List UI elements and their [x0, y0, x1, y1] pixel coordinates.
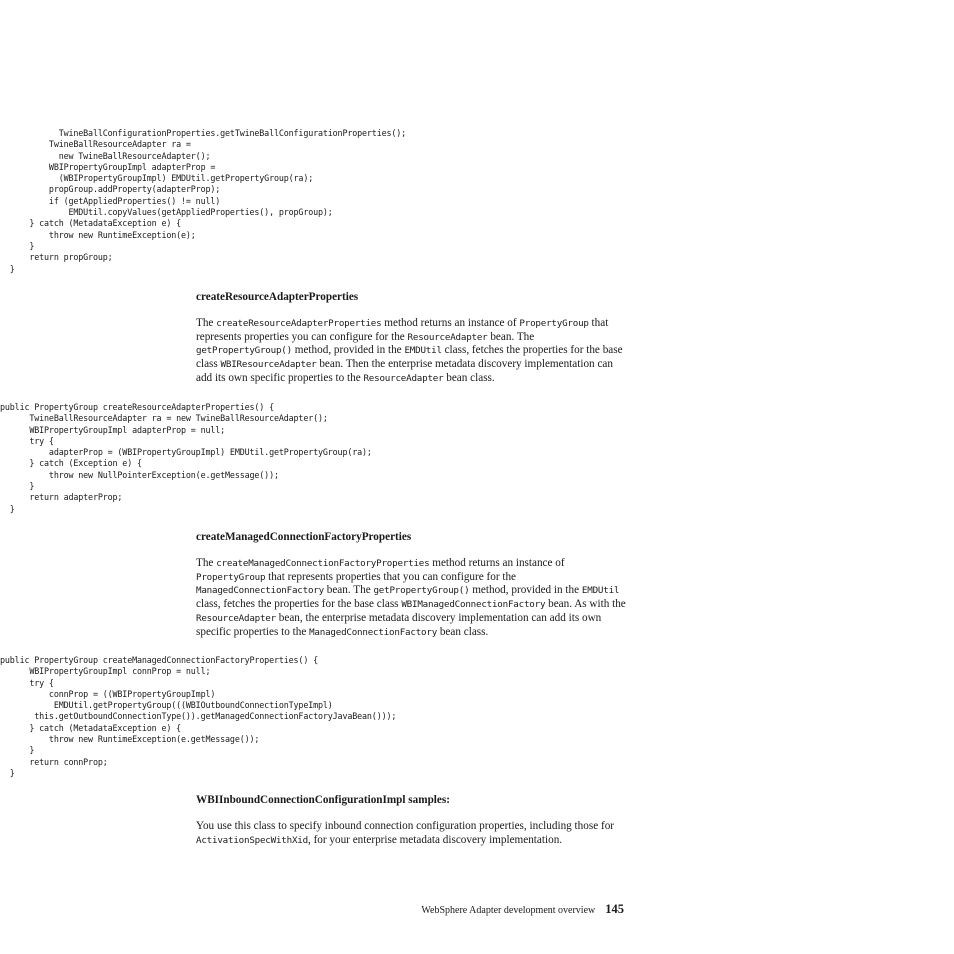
code-block-prop-group: TwineBallConfigurationProperties.getTwineBallConfigurationProperties(); TwineBallResourceAdapter ra = new TwineBallResourceAdapter(); WBIPropertyGroupImpl adapterProp = (WBIPropertyGroupImpl) EMDUtil.getPropertyGroup(ra); propGroup.addProperty(adapterProp); if (getAppliedProperties() != null) EMDUtil.copyValues(getAppliedProperties(), propGroup); } catch (MetadataException e) { throw new RuntimeException(e); } return propGroup; } [9, 128, 407, 274]
inline-code: WBIManagedConnectionFactory [401, 599, 546, 611]
inline-code: ManagedConnectionFactory [309, 626, 438, 638]
footer-title: WebSphere Adapter development overview [421, 905, 596, 916]
page-footer [421, 902, 624, 918]
inline-code: ResourceAdapter [196, 612, 276, 624]
section-paragraph-managed-connection-factory-properties: The createManagedConnectionFactoryProperties method returns an instance of PropertyGroup that represents properties that you can configure for the ManagedConnectionFactory bean. The getPropertyGroup() method, provided in the EMDUtil class, fetches the properties for the base class WBIManagedConnectionFactory bean. As with the ResourceAdapter bean, the enterprise metadata discovery implementation can add its own specific properties to the ManagedConnectionFactory bean class. [196, 557, 626, 638]
section-paragraph-resource-adapter-properties: The createResourceAdapterProperties method returns an instance of PropertyGroup that represents properties you can configure for the ResourceAdapter bean. The getPropertyGroup() method, provided in the EMDUtil class, fetches the properties for the base class WBIResourceAdapter bean. Then the enterprise metadata discovery implementation can add its own specific properties to the ResourceAdapter bean class. [196, 317, 623, 384]
inline-code: ManagedConnectionFactory [196, 585, 324, 597]
inline-code: createManagedConnectionFactoryProperties [216, 558, 430, 569]
inline-code: ResourceAdapter [407, 331, 488, 343]
section-heading-inbound-connection-configuration-samples: WBIInboundConnectionConfigurationImpl samples: [196, 794, 450, 806]
inline-code: getPropertyGroup() [196, 345, 292, 357]
inline-code: EMDUtil [581, 585, 620, 597]
inline-code: EMDUtil [404, 345, 442, 357]
inline-code: PropertyGroup [519, 318, 589, 329]
inline-code: PropertyGroup [196, 571, 266, 583]
section-heading-managed-connection-factory-properties: createManagedConnectionFactoryProperties [196, 531, 412, 543]
page-number: 145 [605, 902, 624, 916]
inline-code: createResourceAdapterProperties [216, 318, 382, 329]
code-block-create-managed-connection-factory-properties: public PropertyGroup createManagedConnectionFactoryProperties() { WBIPropertyGroupImpl connProp = null; try { connProp = ((WBIPropertyGroupImpl) EMDUtil.getPropertyGroup(((WBIOutboundConnectionTypeImpl) this.getOutboundConnectionType()).getManagedConnectionFactoryJavaBean())); } catch (MetadataException e) { throw new RuntimeException(e.getMessage()); } return connProp; } [0, 655, 397, 778]
code-block-create-resource-adapter-properties: public PropertyGroup createResourceAdapterProperties() { TwineBallResourceAdapter ra = new TwineBallResourceAdapter(); WBIPropertyGroupImpl adapterProp = null; try { adapterProp = (WBIPropertyGroupImpl) EMDUtil.getPropertyGroup(ra); } catch (Exception e) { throw new NullPointerException(e.getMessage()); } return adapterProp; } [0, 402, 372, 514]
inline-code: ResourceAdapter [363, 372, 444, 384]
inline-code: WBIResourceAdapter [220, 359, 317, 371]
inline-code: getPropertyGroup() [373, 585, 470, 597]
section-heading-resource-adapter-properties: createResourceAdapterProperties [196, 291, 359, 303]
section-paragraph-inbound-connection-configuration-samples: You use this class to specify inbound connection configuration properties, including those for ActivationSpecWithXid, for your enterprise metadata discovery implementation. [196, 820, 615, 846]
inline-code: ActivationSpecWithXid [196, 834, 308, 846]
